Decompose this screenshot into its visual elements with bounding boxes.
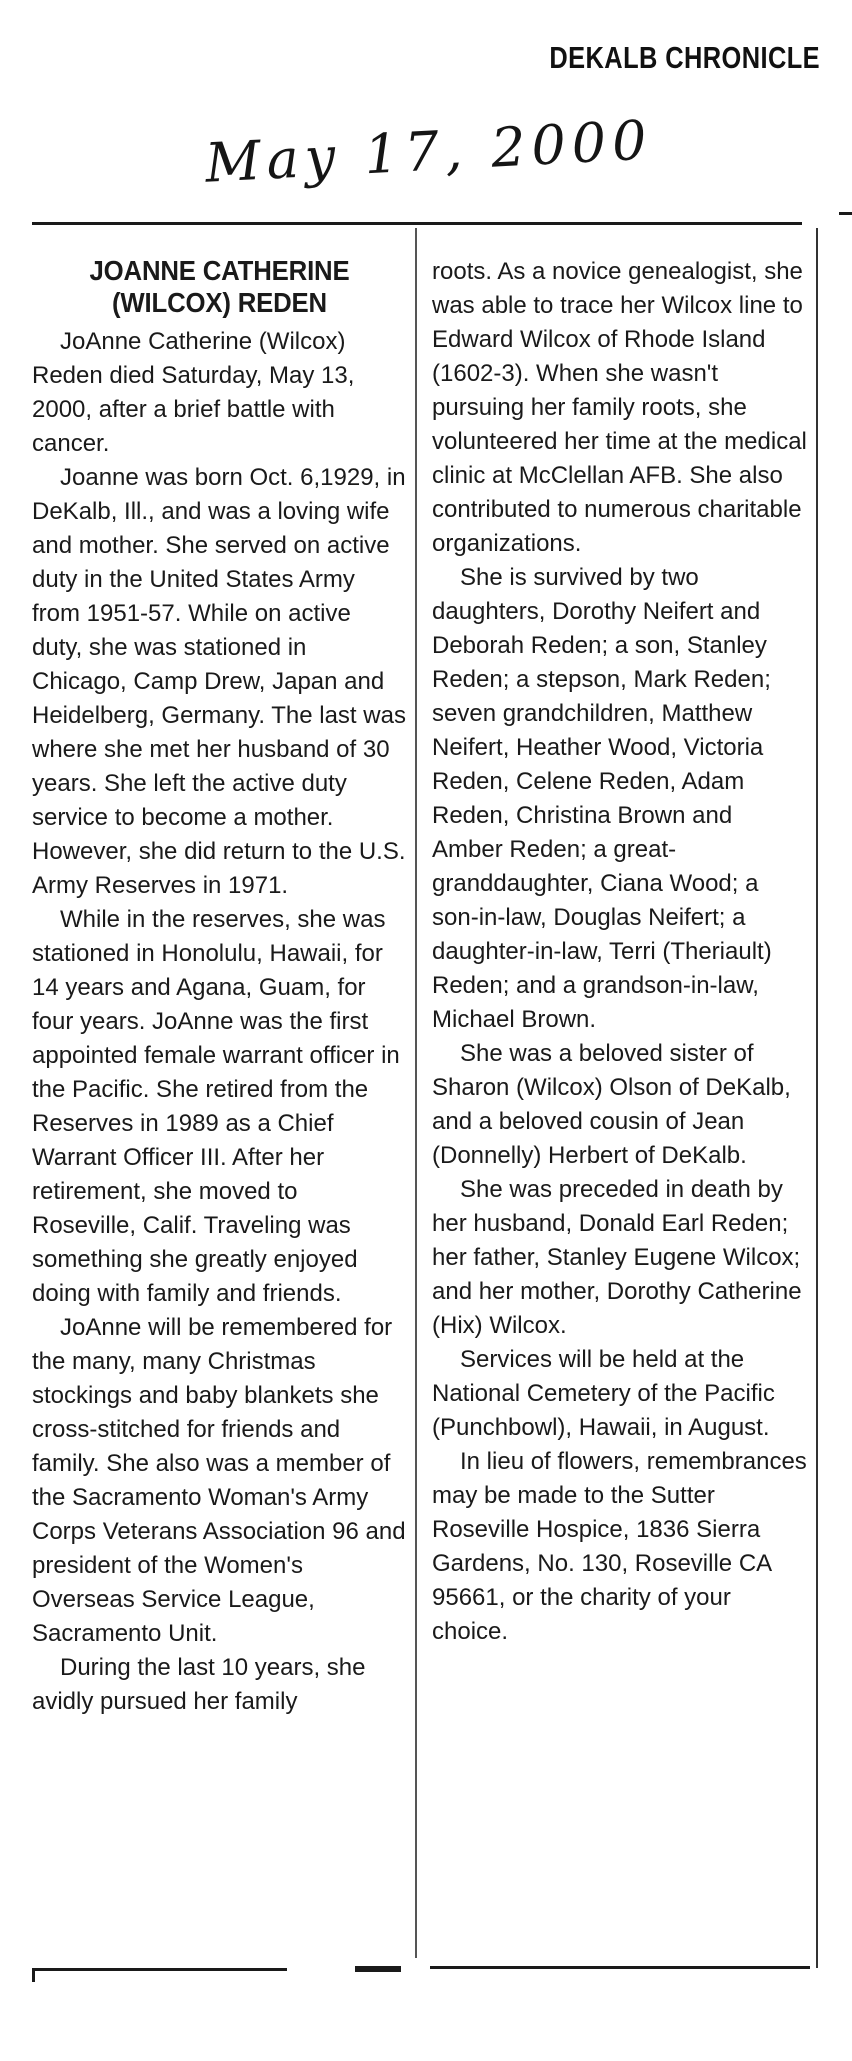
headline-line-2: (WILCOX) REDEN — [112, 287, 327, 318]
edge-mark — [839, 212, 852, 215]
paragraph: During the last 10 years, she avidly pursued her family — [32, 1654, 366, 1715]
bottom-rule-tick — [355, 1966, 401, 1972]
bottom-rule-right — [430, 1966, 810, 1969]
paragraph: In lieu of flowers, remembrances may be made to the Sutter Roseville Hospice, 1836 Sierra Gardens, No. 130, Roseville CA 95661, or the charity of your choice. — [432, 1448, 807, 1645]
newspaper-masthead: DEKALB CHRONICLE — [549, 40, 820, 75]
obituary-right-column — [432, 255, 807, 1649]
top-rule — [32, 222, 802, 225]
paragraph: Joanne was born Oct. 6,1929, in DeKalb, Ill., and was a loving wife and mother. She served on active duty in the United States Army from 1951-57. While on active duty, she was stationed in Chicago, Camp Drew, Japan and Heidelberg, Germany. The last was where she met her husband of 30 years. She left the active duty service to become a mother. However, she did return to the U.S. Army Reserves in 1971. — [32, 464, 406, 899]
paragraph: Services will be held at the National Cemetery of the Pacific (Punchbowl), Hawaii, in August. — [432, 1346, 775, 1441]
handwritten-date: May 17, 2000 — [203, 108, 654, 195]
headline-line-1: JOANNE CATHERINE — [89, 255, 350, 286]
bottom-rule-left — [32, 1968, 287, 1971]
paragraph: She is survived by two daughters, Dorothy Neifert and Deborah Reden; a son, Stanley Reden; a stepson, Mark Reden; seven grandchildren, Matthew Neifert, Heather Wood, Victoria Reden, Celene Reden, Adam Reden, Christina Brown and Amber Reden; a great-granddaughter, Ciana Wood; a son-in-law, Douglas Neifert; a daughter-in-law, Terri (Theriault) Reden; and a grandson-in-law, Michael Brown. — [432, 564, 772, 1033]
paragraph: JoAnne Catherine (Wilcox) Reden died Saturday, May 13, 2000, after a brief battle with cancer. — [32, 328, 355, 457]
obituary-headline — [47, 255, 392, 319]
column-divider — [415, 228, 417, 1958]
paragraph: JoAnne will be remembered for the many, many Christmas stockings and baby blankets she cross-stitched for friends and family. She also was a member of the Sacramento Woman's Army Corps Veterans Association 96 and president of the Women's Overseas Service League, Sacramento Unit. — [32, 1314, 406, 1647]
paragraph: She was a beloved sister of Sharon (Wilcox) Olson of DeKalb, and a beloved cousin of Jean (Donnelly) Herbert of DeKalb. — [432, 1040, 791, 1169]
paragraph: While in the reserves, she was stationed in Honolulu, Hawaii, for 14 years and Agana, Guam, for four years. JoAnne was the first appointed female warrant officer in the Pacific. She retired from the Reserves in 1989 as a Chief Warrant Officer III. After her retirement, she moved to Roseville, Calif. Traveling was something she greatly enjoyed doing with family and friends. — [32, 906, 400, 1307]
right-border — [816, 228, 818, 1968]
paragraph-continued: roots. As a novice genealogist, she was able to trace her Wilcox line to Edward Wilcox of Rhode Island (1602-3). When she wasn't pursuing her family roots, she volunteered her time at the medical clinic at McClellan AFB. She also contributed to numerous charitable organizations. — [432, 258, 807, 557]
obituary-left-column — [32, 255, 407, 1719]
paragraph: She was preceded in death by her husband, Donald Earl Reden; her father, Stanley Eugene Wilcox; and her mother, Dorothy Catherine (Hix) Wilcox. — [432, 1176, 802, 1339]
